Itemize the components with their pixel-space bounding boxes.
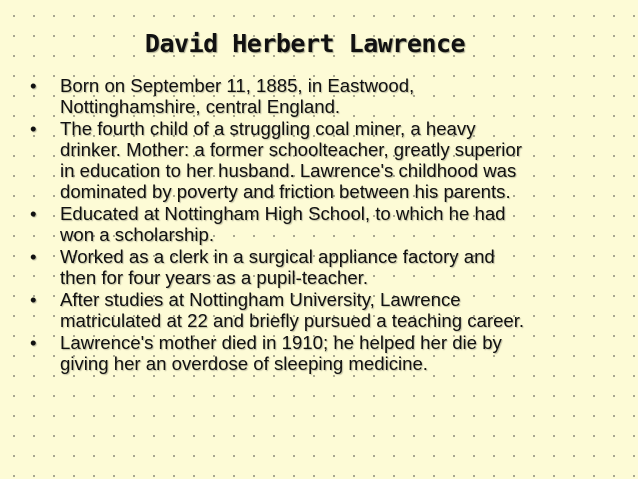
- bullet-item: [28, 289, 608, 331]
- bullet-dot-icon: •: [30, 75, 37, 96]
- bullet-dot-icon: •: [30, 289, 37, 310]
- bullet-dot-icon: •: [30, 246, 37, 267]
- bullet-line: then for four years as a pupil-teacher.: [60, 267, 369, 288]
- bullet-line: Educated at Nottingham High School, to which he had: [60, 203, 506, 224]
- bullet-line: The fourth child of a struggling coal miner, a heavy: [60, 118, 476, 139]
- bullet-line: Lawrence's mother died in 1910; he helped her die by: [60, 332, 502, 353]
- bullet-line: won a scholarship.: [60, 224, 214, 245]
- bullet-item: [28, 75, 608, 117]
- bullet-line: dominated by poverty and friction between his parents.: [60, 181, 511, 202]
- bullet-item: [28, 246, 608, 288]
- bullet-item: [28, 332, 608, 374]
- bullet-line: Worked as a clerk in a surgical appliance factory and: [60, 246, 495, 267]
- bullet-line: Nottinghamshire, central England.: [60, 96, 341, 117]
- bullet-item: [28, 203, 608, 245]
- bullet-line: in education to her husband. Lawrence's childhood was: [60, 160, 517, 181]
- bullet-dot-icon: •: [30, 332, 37, 353]
- bullet-line: matriculated at 22 and briefly pursued a teaching career.: [60, 310, 525, 331]
- bullet-dot-icon: •: [30, 118, 37, 139]
- slide-title: David Herbert Lawrence: [144, 29, 466, 58]
- bullet-dot-icon: •: [30, 203, 37, 224]
- bullet-line: After studies at Nottingham University, Lawrence: [60, 289, 461, 310]
- bullet-line: drinker. Mother: a former schoolteacher, greatly superior: [60, 139, 522, 160]
- bullet-line: giving her an overdose of sleeping medicine.: [60, 353, 428, 374]
- bullet-line: Born on September 11, 1885, in Eastwood,: [60, 75, 415, 96]
- bullet-item: [28, 118, 608, 202]
- bullet-list: [28, 75, 608, 375]
